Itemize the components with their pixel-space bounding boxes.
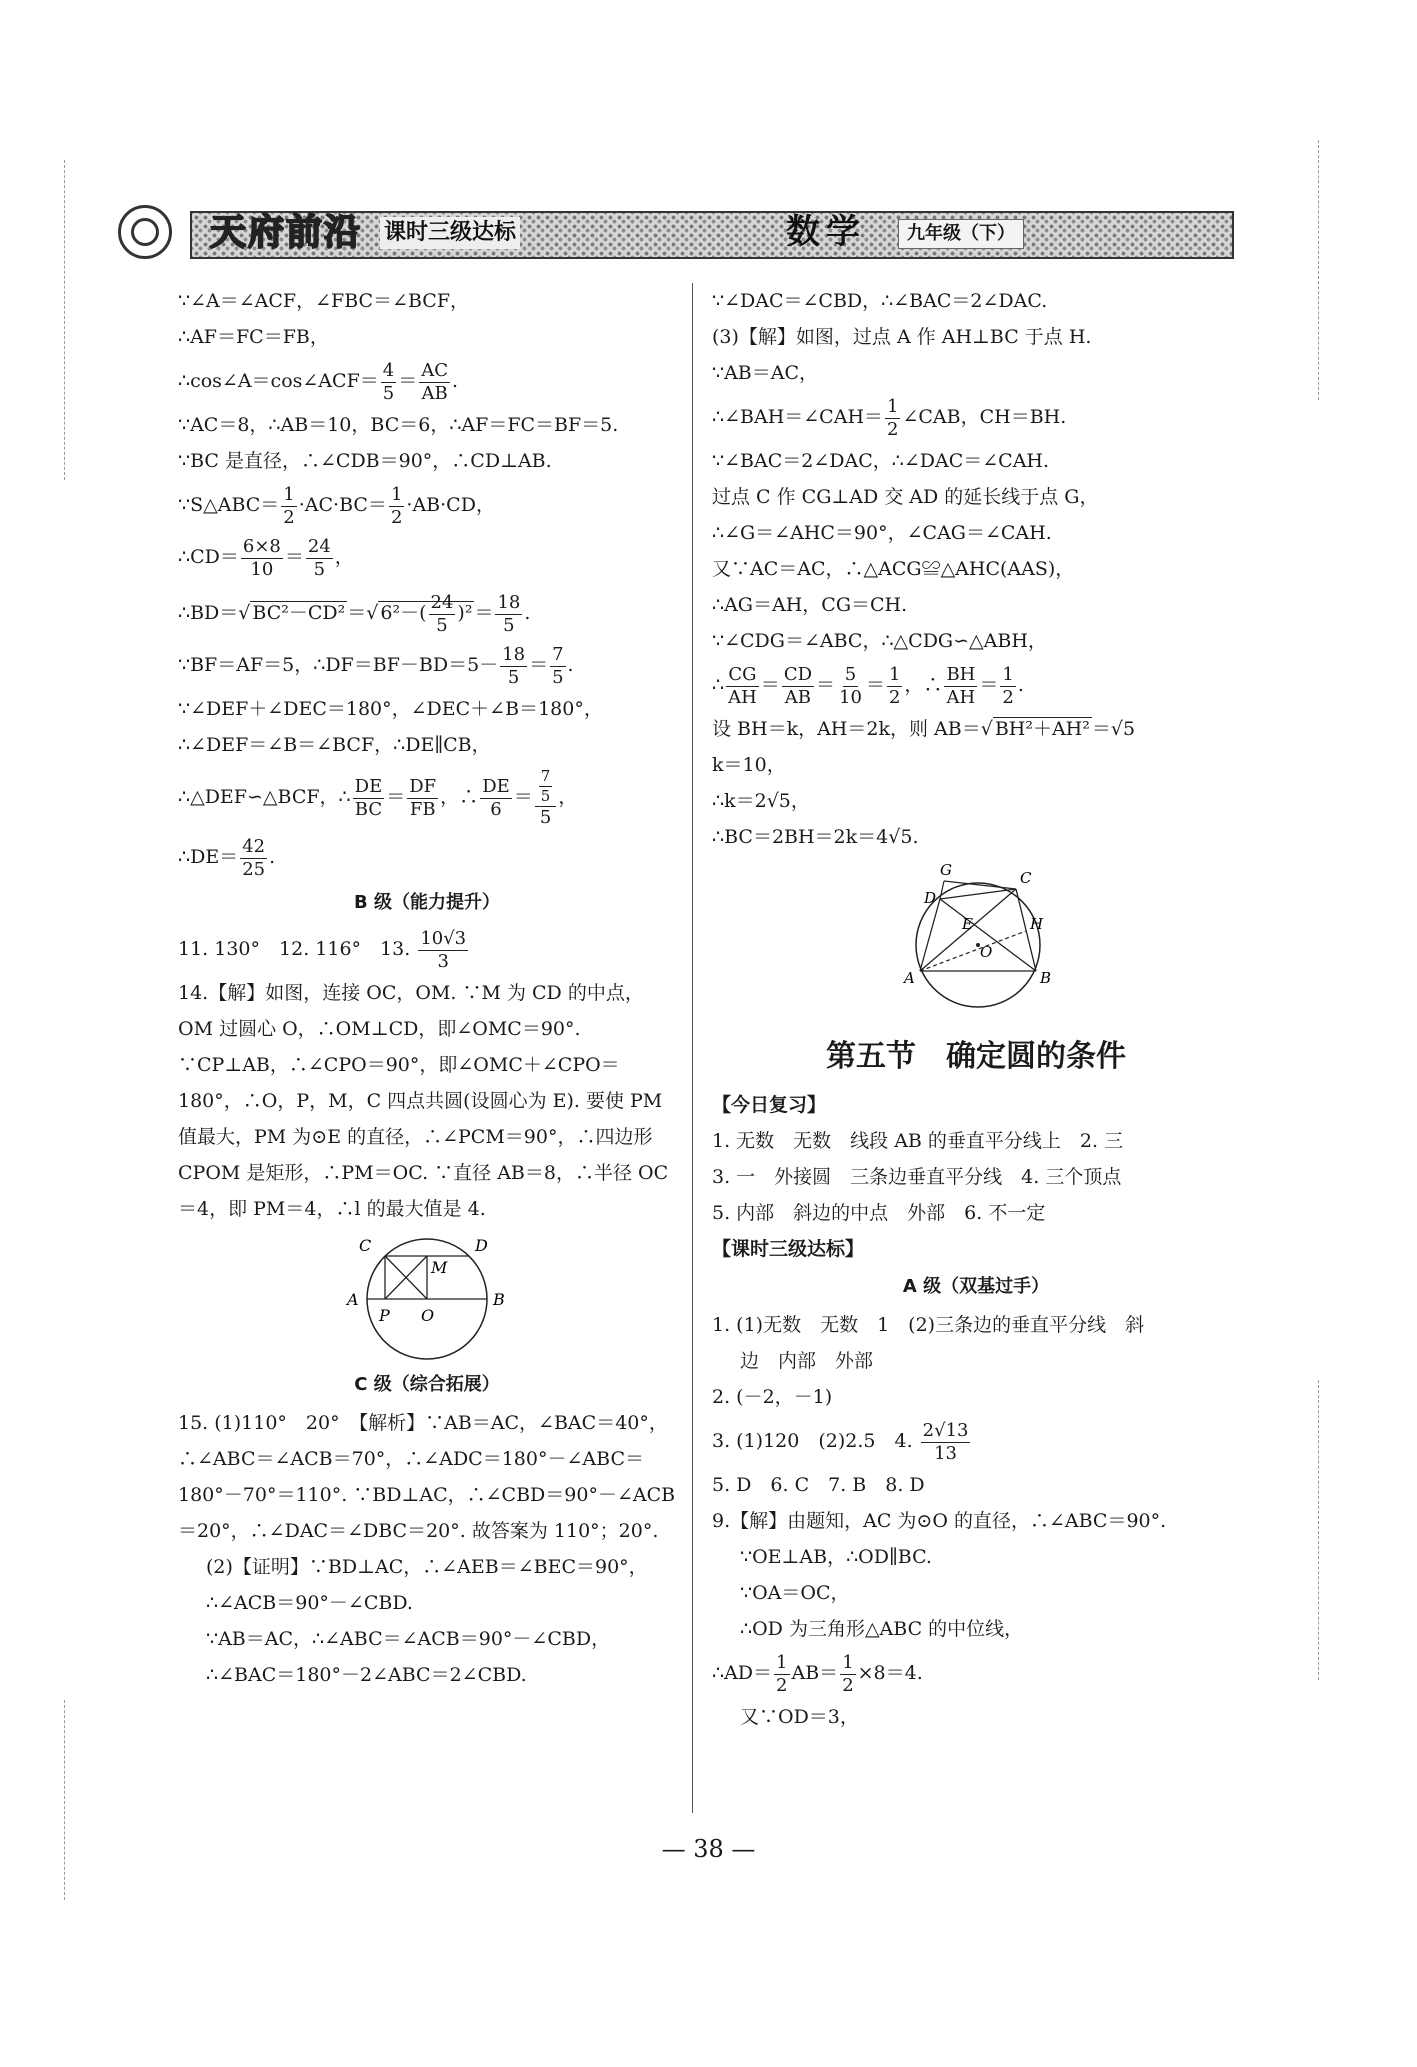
text-line: ∵AB＝AC，∴∠ABC＝∠ACB＝90°－∠CBD， bbox=[206, 1628, 611, 1650]
text-line: ∵∠DAC＝∠CBD，∴∠BAC＝2∠DAC. bbox=[712, 290, 1048, 312]
circle-figure-15 bbox=[866, 859, 1086, 1019]
text-line: ∵∠CDG＝∠ABC，∴△CDG∽△ABH， bbox=[712, 630, 1047, 652]
text-line: ∴∠DEF＝∠B＝∠BCF，∴DE∥CB， bbox=[178, 734, 491, 756]
text-line: ∴AF＝FC＝FB， bbox=[178, 326, 329, 348]
page-header bbox=[118, 205, 1240, 263]
math-line: ∴AD＝ $\frac{1}{2}$ AB＝ $\frac{1}{2}$ ×8＝4. bbox=[712, 1651, 923, 1696]
math-line: ∴BD＝√ BC²－CD² ＝√ 6²－( $\frac{24}{5}$ )² ＝ $\frac{18}{5}$ . bbox=[178, 591, 531, 636]
page-number: — 38 — bbox=[661, 1835, 756, 1863]
margin-dash-left-top bbox=[64, 160, 65, 480]
level-heading-a: A 级（双基过手） bbox=[902, 1276, 1050, 1297]
circle-figure-14 bbox=[317, 1231, 537, 1361]
math-line: ∵S△ABC＝ $\frac{1}{2}$ ·AC·BC＝ $\frac{1}{2}$ ·AB·CD， bbox=[178, 483, 495, 528]
margin-dash-right-top bbox=[1318, 140, 1319, 400]
fig1-label-b: B bbox=[493, 1290, 505, 1309]
fig2-label-a: A bbox=[904, 969, 915, 987]
text-line: 1. (1)无数 无数 1 (2)三条边的垂直平分线 斜 bbox=[712, 1314, 1145, 1336]
fig1-label-o: O bbox=[421, 1306, 435, 1325]
fig1-label-m: M bbox=[431, 1258, 448, 1277]
fig2-label-e: E bbox=[962, 915, 973, 933]
math-line: ∴cos∠A＝cos∠ACF＝ $\frac{4}{5}$ ＝ $\frac{AC}{AB}$ . bbox=[178, 359, 459, 404]
brand-title: 天府前沿 bbox=[210, 212, 363, 253]
text-line: (3)【解】如图，过点 A 作 AH⊥BC 于点 H. bbox=[712, 326, 1092, 348]
fig1-label-a: A bbox=[347, 1290, 359, 1309]
section-title: 第五节 确定圆的条件 bbox=[826, 1039, 1126, 1074]
text-line: 边 内部 外部 bbox=[740, 1350, 874, 1372]
text-line: ∵OA＝OC， bbox=[740, 1582, 850, 1604]
fig2-label-o: O bbox=[980, 943, 993, 961]
margin-dash-right-bottom bbox=[1318, 1380, 1319, 1680]
level-heading-c: C 级（综合拓展） bbox=[354, 1374, 500, 1395]
text-line: 2. (－2，－1) bbox=[712, 1386, 833, 1408]
right-column bbox=[712, 283, 1240, 1735]
fig1-label-c: C bbox=[359, 1236, 372, 1255]
fig1-label-d: D bbox=[475, 1236, 488, 1255]
text-line: 9.【解】由题知，AC 为⊙O 的直径，∴∠ABC＝90°. bbox=[712, 1510, 1167, 1532]
text-line: ∵∠DEF＋∠DEC＝180°，∠DEC＋∠B＝180°， bbox=[178, 698, 603, 720]
fig2-label-g: G bbox=[940, 861, 952, 879]
text-line: k＝10， bbox=[712, 754, 786, 776]
math-line: ∴∠BAH＝∠CAH＝ $\frac{1}{2}$ ∠CAB，CH＝BH. bbox=[712, 395, 1067, 440]
problem-15-part1: 15. (1)110° 20° 【解析】∵AB＝AC，∠BAC＝40°，∴∠ABC＝∠ACB＝70°，∴∠ADC＝180°－∠ABC＝180°－70°＝110°. ∵BD⊥AC，∴∠CBD＝90°－∠ACB＝20°，∴∠DAC＝∠DBC＝20°. 故答案为 110°；20°. bbox=[178, 1412, 676, 1542]
level-heading-b: B 级（能力提升） bbox=[354, 892, 500, 913]
math-line: 3. (1)120 (2)2.5 4. $\frac{2√13}{13}$ bbox=[712, 1419, 969, 1464]
math-line: ∵BF＝AF＝5，∴DF＝BF－BD＝5－ $\frac{18}{5}$ ＝ $\frac{7}{5}$ . bbox=[178, 643, 574, 688]
column-divider bbox=[692, 283, 693, 1813]
fig2-label-h: H bbox=[1030, 915, 1044, 933]
review-title: 【今日复习】 bbox=[712, 1094, 827, 1116]
math-line: ∴△DEF∽△BCF，∴ $\frac{DE}{BC}$ ＝ $\frac{DF}{FB}$ ，∴ $\frac{DE}{6}$ ＝ $\frac{\frac{7}{5}}{5}$ ， bbox=[178, 767, 578, 828]
math-line: ∴ $\frac{CG}{AH}$ ＝ $\frac{CD}{AB}$ ＝ $\frac{5}{10}$ ＝ $\frac{1}{2}$ ，∴ $\frac{BH}{AH}$ ＝ $\frac{1}{2}$ . bbox=[712, 663, 1024, 708]
fig2-label-d: D bbox=[924, 889, 937, 907]
text-line: ∴k＝2√5， bbox=[712, 790, 810, 812]
problem-14: 14.【解】如图，连接 OC，OM. ∵M 为 CD 的中点，OM 过圆心 O，∴OM⊥CD，即∠OMC＝90°. ∵CP⊥AB，∴∠CPO＝90°，即∠OMC＋∠CPO＝180°，∴O，P，M，C 四点共圆(设圆心为 E). 要使 PM 值最大，PM 为⊙E 的直径，∴∠PCM＝90°，∴四边形 CPOM 是矩形，∴PM＝OC. ∵直径 AB＝8，∴半径 OC＝4，即 PM＝4，∴l 的最大值是 4. bbox=[178, 982, 669, 1220]
text-line: ∴∠G＝∠AHC＝90°，∠CAG＝∠CAH. bbox=[712, 522, 1052, 544]
tier-title: 【课时三级达标】 bbox=[712, 1238, 865, 1260]
text-line: 又∵OD＝3， bbox=[740, 1706, 859, 1728]
margin-dash-left-bottom bbox=[64, 1700, 65, 1900]
text-line: ∵OE⊥AB，∴OD∥BC. bbox=[740, 1546, 932, 1568]
text-line: ∵AC＝8，∴AB＝10，BC＝6，∴AF＝FC＝BF＝5. bbox=[178, 414, 619, 436]
text-line: 又∵AC＝AC，∴△ACG≌△AHC(AAS)， bbox=[712, 558, 1075, 580]
text-line: ∵∠A＝∠ACF，∠FBC＝∠BCF， bbox=[178, 290, 470, 312]
text-line: 5. D 6. C 7. B 8. D bbox=[712, 1474, 925, 1496]
text-line: 过点 C 作 CG⊥AD 交 AD 的延长线于点 G， bbox=[712, 486, 1099, 508]
math-line: ∴DE＝ $\frac{42}{25}$ . bbox=[178, 835, 276, 880]
text-line: 1. 无数 无数 线段 AB 的垂直平分线上 2. 三 bbox=[712, 1130, 1124, 1152]
subject-title: 数学 bbox=[786, 212, 866, 252]
grade-label: 九年级（下） bbox=[898, 219, 1024, 249]
text-line: 5. 内部 斜边的中点 外部 6. 不一定 bbox=[712, 1202, 1046, 1224]
text-line: ∵∠BAC＝2∠DAC，∴∠DAC＝∠CAH. bbox=[712, 450, 1050, 472]
series-title: 课时三级达标 bbox=[380, 217, 520, 249]
text-line: ∴AG＝AH，CG＝CH. bbox=[712, 594, 908, 616]
text-line: ∴OD 为三角形△ABC 的中位线， bbox=[740, 1618, 1024, 1640]
text-line: ∴∠BAC＝180°－2∠ABC＝2∠CBD. bbox=[206, 1664, 527, 1686]
fig2-label-b: B bbox=[1040, 969, 1052, 987]
answer-line-11-13: 11. 130° 12. 116° 13. $\frac{10√3}{3}$ bbox=[178, 927, 467, 972]
fig1-label-p: P bbox=[379, 1306, 390, 1325]
logo-icon bbox=[118, 205, 172, 259]
text-line: 3. 一 外接圆 三条边垂直平分线 4. 三个顶点 bbox=[712, 1166, 1122, 1188]
math-line: 设 BH＝k，AH＝2k，则 AB＝√ BH²＋AH² ＝√5 bbox=[712, 718, 1136, 740]
text-line: ∵BC 是直径，∴∠CDB＝90°，∴CD⊥AB. bbox=[178, 450, 552, 472]
text-line: ∴BC＝2BH＝2k＝4√5. bbox=[712, 826, 919, 848]
left-column bbox=[178, 283, 676, 1693]
text-line: (2)【证明】∵BD⊥AC，∴∠AEB＝∠BEC＝90°， bbox=[206, 1556, 648, 1578]
text-line: ∴∠ACB＝90°－∠CBD. bbox=[206, 1592, 413, 1614]
fig2-label-c: C bbox=[1020, 869, 1032, 887]
text-line: ∵AB＝AC， bbox=[712, 362, 819, 384]
math-line: ∴CD＝ $\frac{6\times 8}{10}$ ＝ $\frac{24}{5}$ ， bbox=[178, 535, 354, 580]
